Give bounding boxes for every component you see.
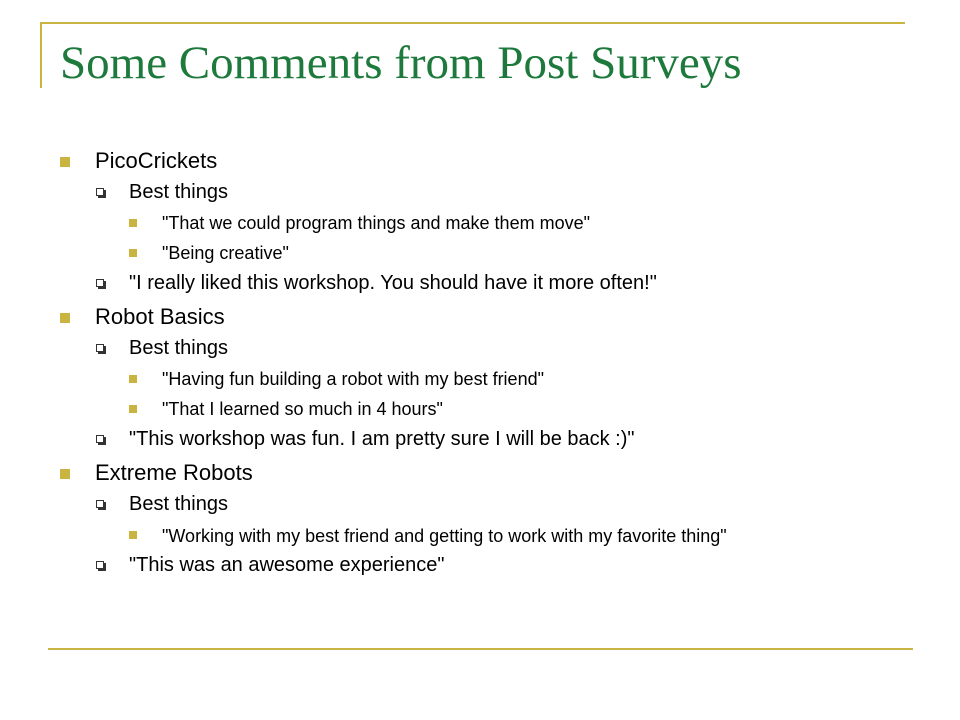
comment-item — [127, 364, 920, 394]
best-things-label: Best things — [129, 337, 228, 359]
section-label: PicoCrickets — [95, 148, 218, 173]
comment-item — [127, 520, 920, 550]
square-bullet-icon — [60, 313, 70, 323]
comment-text: "Working with my best friend and getting to work with my favorite thing" — [162, 526, 727, 546]
section-picocrickets — [60, 145, 920, 177]
square-bullet-icon — [129, 249, 137, 257]
top-rule — [40, 22, 905, 24]
quote-text: "This workshop was fun. I am pretty sure I will be back :)" — [129, 428, 635, 450]
comment-item — [127, 238, 920, 268]
hollow-square-bullet-icon — [96, 344, 104, 352]
hollow-square-bullet-icon — [96, 500, 104, 508]
quote-item — [94, 424, 920, 455]
hollow-square-bullet-icon — [96, 188, 104, 196]
best-things-item — [94, 489, 920, 520]
quote-text: "I really liked this workshop. You should have it more often!" — [129, 272, 657, 294]
square-bullet-icon — [60, 157, 70, 167]
best-things-item — [94, 177, 920, 208]
hollow-square-bullet-icon — [96, 279, 104, 287]
hollow-square-bullet-icon — [96, 435, 104, 443]
section-extreme-robots — [60, 457, 920, 489]
comment-text: "Having fun building a robot with my best friend" — [162, 369, 544, 389]
square-bullet-icon — [129, 375, 137, 383]
quote-item — [94, 268, 920, 299]
comment-text: "That we could program things and make them move" — [162, 213, 590, 233]
best-things-item — [94, 333, 920, 364]
square-bullet-icon — [129, 405, 137, 413]
best-things-label: Best things — [129, 181, 228, 203]
quote-text: "This was an awesome experience" — [129, 554, 445, 576]
comment-text: "Being creative" — [162, 243, 289, 263]
comment-text: "That I learned so much in 4 hours" — [162, 399, 443, 419]
comment-item — [127, 208, 920, 238]
best-things-label: Best things — [129, 493, 228, 515]
section-robot-basics — [60, 301, 920, 333]
left-rule — [40, 22, 42, 88]
bullet-list — [60, 143, 920, 581]
quote-item — [94, 550, 920, 581]
square-bullet-icon — [60, 469, 70, 479]
section-label: Extreme Robots — [95, 460, 253, 485]
comment-item — [127, 394, 920, 424]
section-label: Robot Basics — [95, 304, 225, 329]
hollow-square-bullet-icon — [96, 561, 104, 569]
square-bullet-icon — [129, 219, 137, 227]
slide-title: Some Comments from Post Surveys — [60, 37, 742, 89]
bottom-rule — [48, 648, 913, 650]
square-bullet-icon — [129, 531, 137, 539]
